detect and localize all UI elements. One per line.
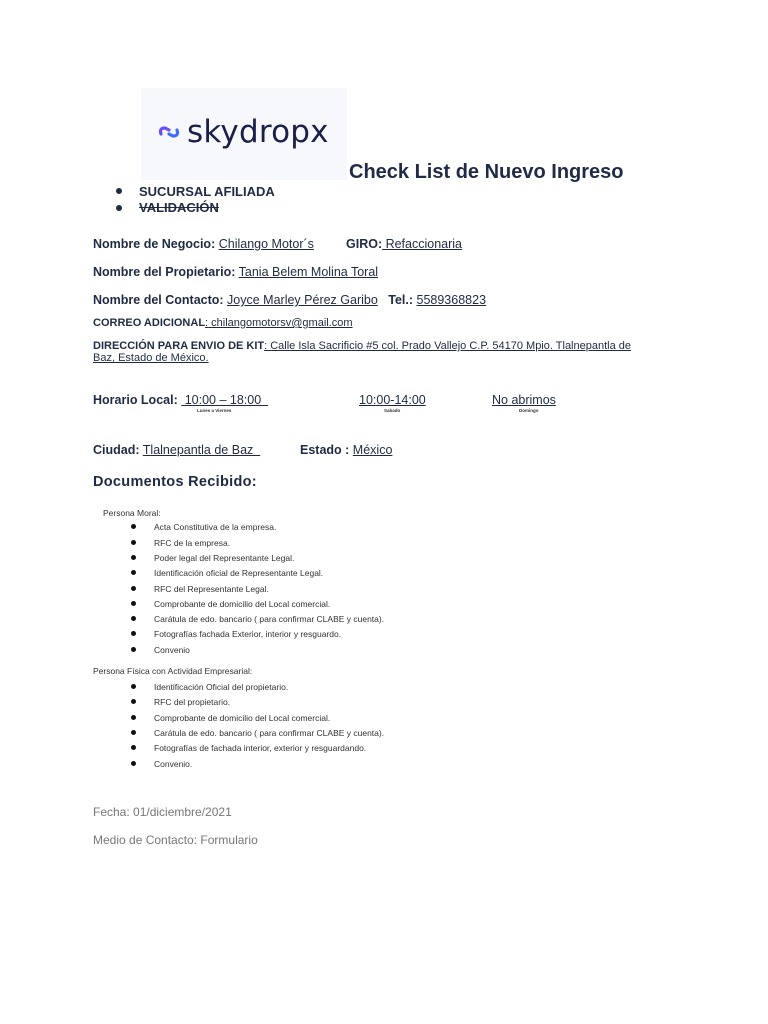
list-item: Convenio	[154, 645, 190, 655]
list-bullet	[131, 684, 136, 689]
contacto-label: Nombre del Contacto:	[93, 293, 224, 307]
list-item: Carátula de edo. bancario ( para confirmar CLABE y cuenta).	[154, 728, 385, 738]
list-bullet	[131, 647, 136, 652]
list-item: Acta Constitutiva de la empresa.	[154, 522, 277, 532]
bullet-dot	[116, 188, 122, 194]
persona-fisica-heading: Persona Física con Actividad Empresarial:	[93, 666, 253, 676]
list-bullet	[131, 570, 136, 575]
list-item: Poder legal del Representante Legal.	[154, 553, 295, 563]
giro-value: Refaccionaria	[382, 237, 463, 251]
contacto-row	[93, 293, 486, 307]
list-item: RFC de la empresa.	[154, 538, 231, 548]
list-item: Comprobante de domicilio del Local comercial.	[154, 599, 331, 609]
list-item: RFC del Representante Legal.	[154, 584, 269, 594]
horario-saturday-caption: Sabado	[384, 408, 401, 413]
horario-sunday-caption: Domingo	[519, 408, 539, 413]
direccion-label: DIRECCIÓN PARA ENVIO DE KIT	[93, 340, 265, 352]
list-item: Convenio.	[154, 759, 193, 769]
list-bullet	[131, 555, 136, 560]
giro-label: GIRO:	[346, 237, 383, 251]
ciudad-row	[93, 443, 260, 457]
estado-label: Estado :	[300, 443, 350, 457]
list-item: RFC del propietario.	[154, 697, 231, 707]
list-bullet	[131, 524, 136, 529]
list-item: Fotografías de fachada interior, exterior y resguardando.	[154, 743, 367, 753]
propietario-row	[93, 265, 378, 279]
skydropx-logo-icon	[157, 124, 181, 140]
estado-row	[300, 443, 392, 457]
list-item: Fotografías fachada Exterior, interior y resguardo.	[154, 629, 342, 639]
persona-moral-heading: Persona Moral:	[103, 508, 161, 518]
bullet-sucursal: SUCURSAL AFILIADA	[139, 184, 275, 199]
list-bullet	[131, 745, 136, 750]
estado-value: México	[352, 443, 393, 457]
medio-contacto-text: Medio de Contacto: Formulario	[93, 833, 258, 847]
direccion-row	[93, 340, 631, 352]
list-bullet	[131, 631, 136, 636]
correo-colon: :	[205, 317, 209, 329]
horario-label: Horario Local:	[93, 393, 178, 407]
negocio-value: Chilango Motor´s	[218, 237, 314, 251]
propietario-value: Tania Belem Molina Toral	[238, 265, 379, 279]
giro-row	[346, 237, 462, 251]
horario-weekday: 10:00 – 18:00	[181, 393, 269, 407]
horario-saturday-row	[359, 393, 426, 407]
skydropx-logo	[157, 114, 329, 150]
correo-value[interactable]: chilangomotorsv@gmail.com	[208, 317, 353, 329]
list-bullet	[131, 699, 136, 704]
list-item: Identificación oficial de Representante Legal.	[154, 568, 324, 578]
propietario-label: Nombre del Propietario:	[93, 265, 236, 279]
list-bullet	[131, 715, 136, 720]
list-bullet	[131, 601, 136, 606]
tel-value: 5589368823	[416, 293, 487, 307]
tel-label: Tel.:	[388, 293, 414, 307]
list-bullet	[131, 730, 136, 735]
direccion-value-line2: Baz, Estado de México.	[93, 352, 209, 364]
negocio-row	[93, 237, 314, 251]
list-bullet	[131, 540, 136, 545]
direccion-row-2	[93, 352, 209, 364]
horario-weekday-caption: Lunes a Viernes	[197, 408, 232, 413]
bullet-validacion: VALIDACIÓN	[139, 200, 219, 215]
bullet-dot	[116, 205, 122, 211]
horario-row	[93, 393, 268, 407]
list-item: Carátula de edo. bancario ( para confirmar CLABE y cuenta).	[154, 614, 385, 624]
list-bullet	[131, 616, 136, 621]
correo-label: CORREO ADICIONAL	[93, 317, 206, 329]
horario-saturday: 10:00-14:00	[359, 393, 426, 407]
list-item: Identificación Oficial del propietario.	[154, 682, 289, 692]
negocio-label: Nombre de Negocio:	[93, 237, 216, 251]
horario-sunday: No abrimos	[492, 393, 556, 407]
horario-sunday-row	[492, 393, 556, 407]
logo-text: skydropx	[187, 114, 329, 150]
page-title: Check List de Nuevo Ingreso	[349, 161, 624, 183]
contacto-value: Joyce Marley Pérez Garibo	[227, 293, 378, 307]
list-item: Comprobante de domicilio del Local comercial.	[154, 713, 331, 723]
list-bullet	[131, 586, 136, 591]
correo-row	[93, 317, 353, 329]
ciudad-value: Tlalnepantla de Baz	[142, 443, 261, 457]
ciudad-label: Ciudad:	[93, 443, 140, 457]
fecha-text: Fecha: 01/diciembre/2021	[93, 805, 232, 819]
list-bullet	[131, 761, 136, 766]
direccion-value-line1: : Calle Isla Sacrificio #5 col. Prado Vallejo C.P. 54170 Mpio. Tlalnepantla de	[264, 340, 632, 352]
documentos-title: Documentos Recibido:	[93, 474, 257, 490]
